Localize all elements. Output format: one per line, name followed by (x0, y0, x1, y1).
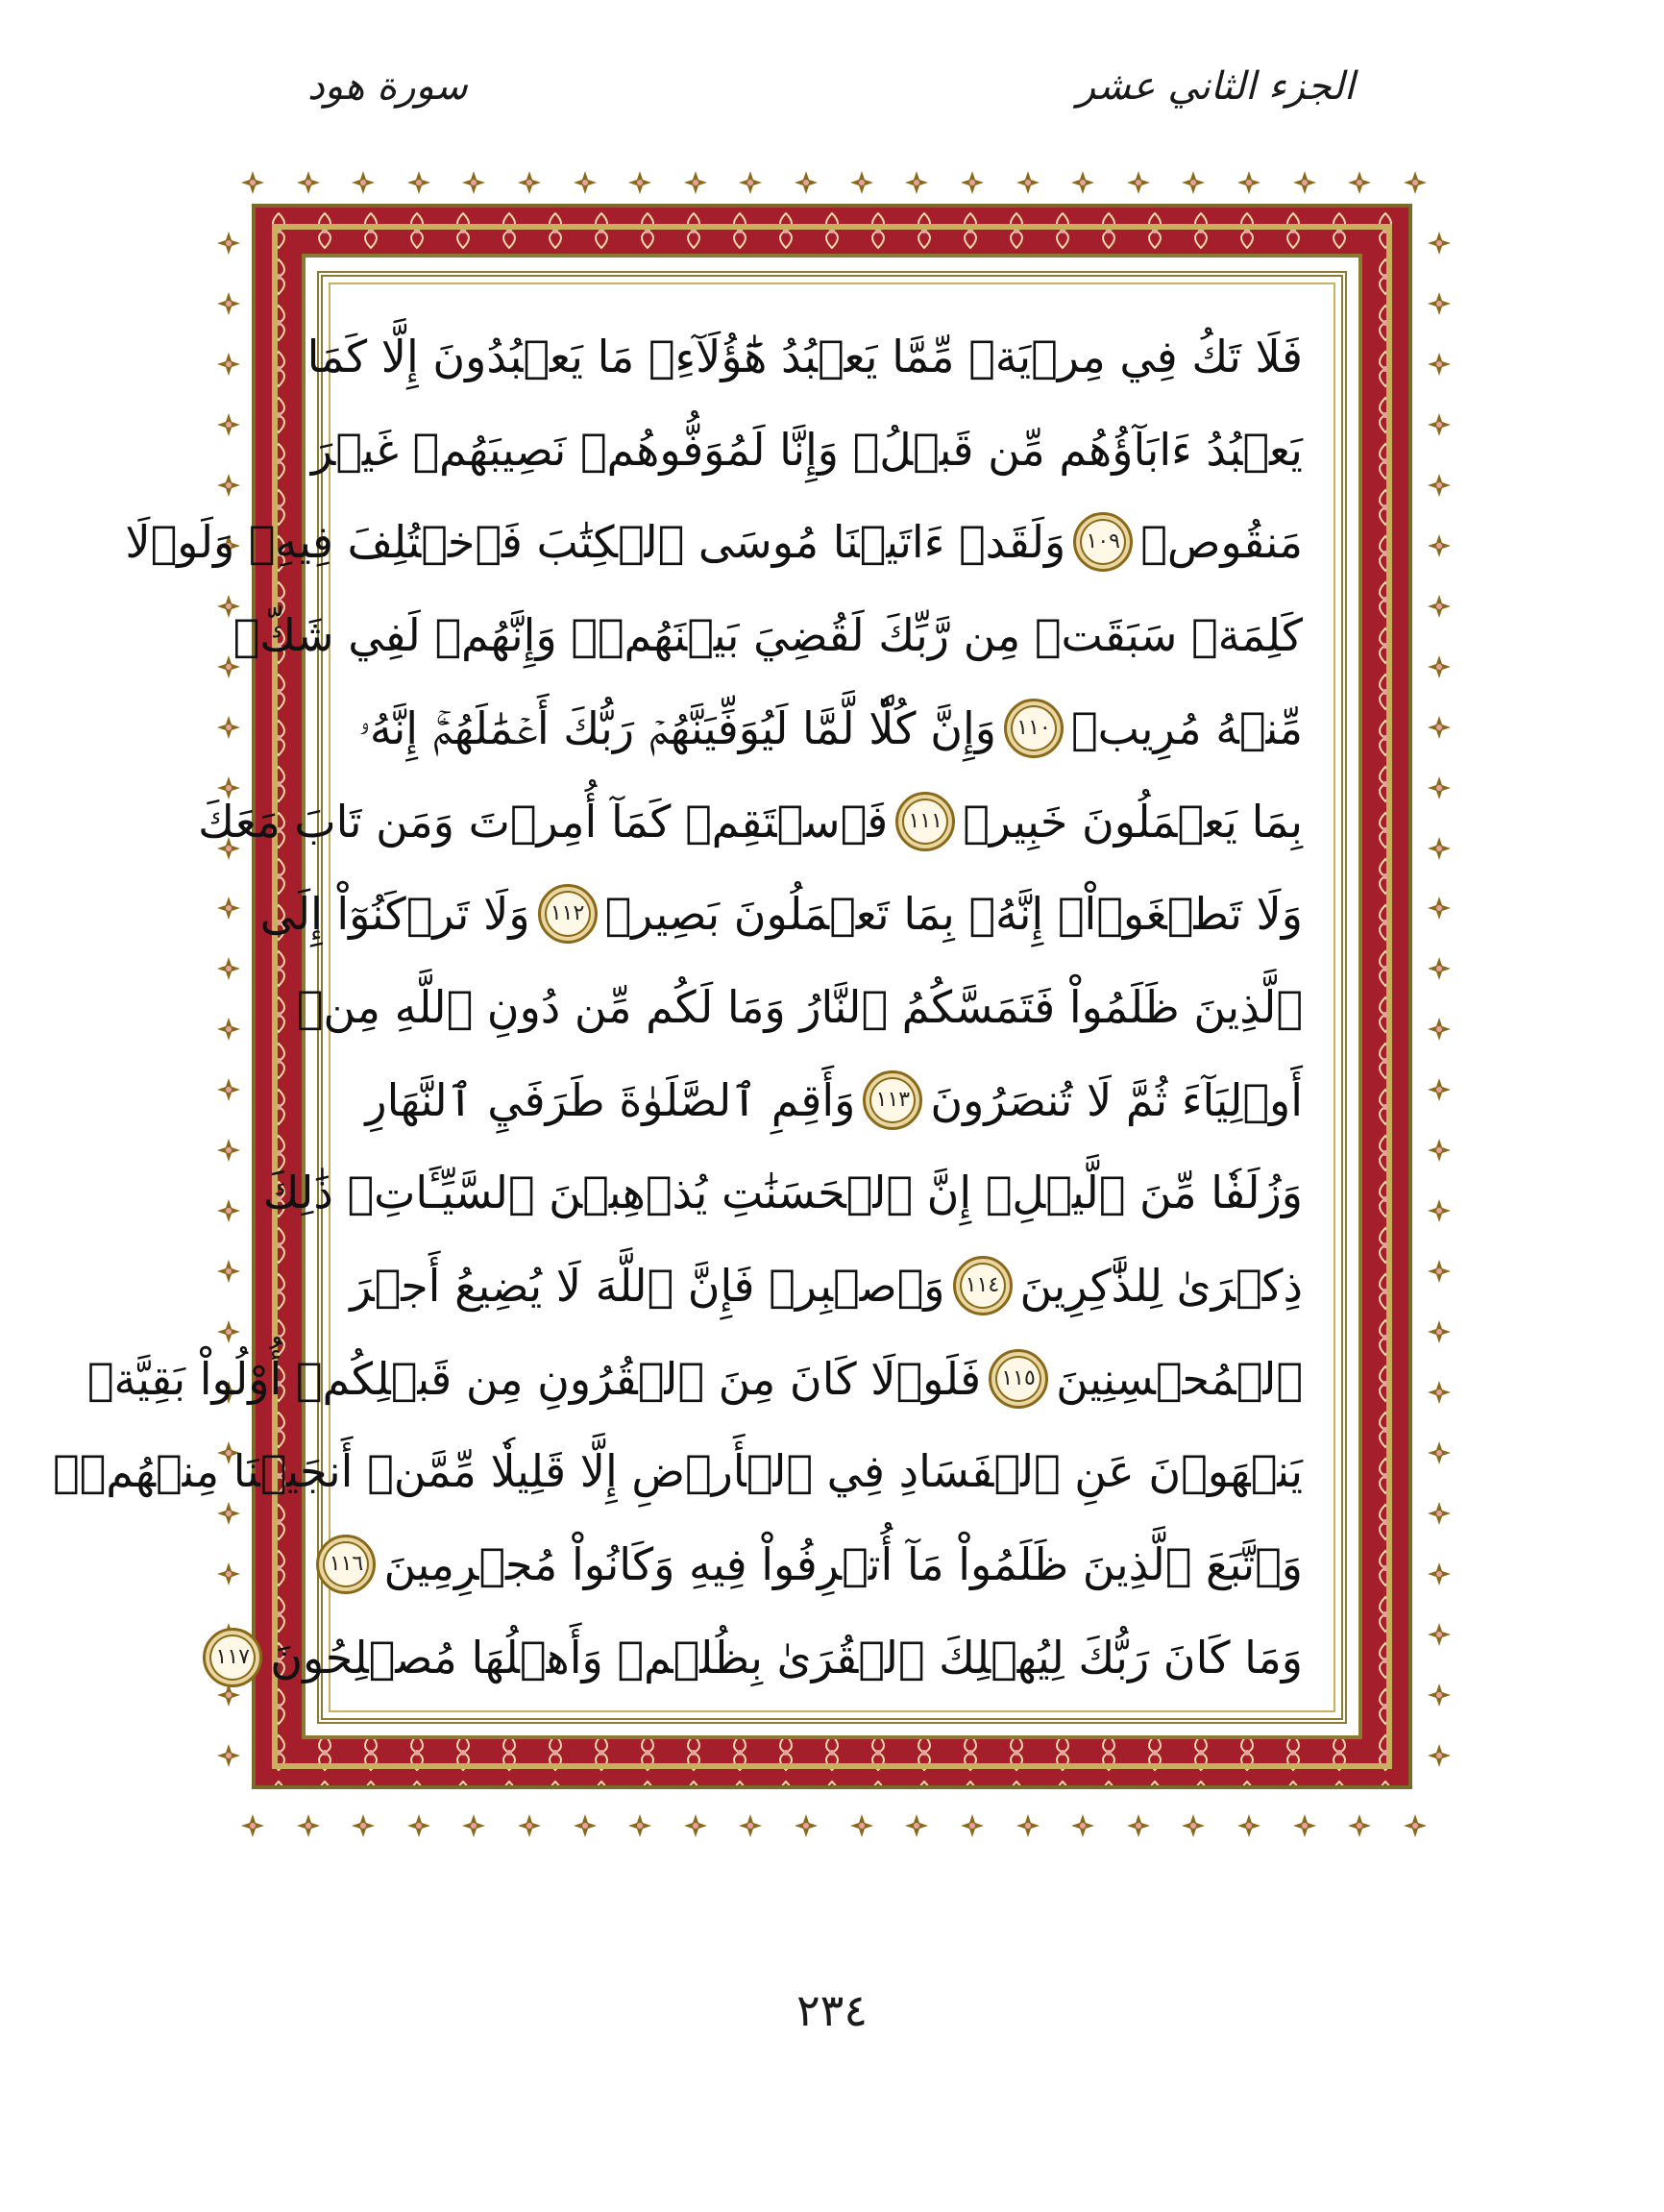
line-text: وَلَا تَطۡغَوۡاْۚ إِنَّهُۥ بِمَا تَعۡمَلُونَ بَصِيرٞ (604, 888, 1303, 941)
ayah-number-marker: ١١٠ (1004, 699, 1064, 758)
floral-ornament-icon (1427, 1319, 1452, 1344)
floral-ornament-icon (849, 170, 874, 195)
line-text: فَٱسۡتَقِمۡ كَمَآ أُمِرۡتَ وَمَن تَابَ مَعَكَ (198, 795, 889, 848)
text-line (365, 1059, 1303, 1142)
floral-ornament-icon (1427, 412, 1452, 437)
text-line (310, 408, 1303, 491)
floral-ornament-icon (1427, 896, 1452, 921)
floral-ornament-icon (1427, 654, 1452, 679)
floral-ornament-icon (1427, 1138, 1452, 1163)
ayah-number-marker: ١١٣ (863, 1070, 922, 1130)
floral-ornament-icon (1427, 473, 1452, 498)
line-text: وَزُلَفٗا مِّنَ ٱلَّيۡلِۚ إِنَّ ٱلۡحَسَنَٰتِ يُذۡهِبۡنَ ٱلسَّيِّـَٔاتِۚ ذَٰلِكَ (262, 1167, 1303, 1219)
text-line (306, 315, 1303, 398)
floral-ornament-icon (1347, 170, 1372, 195)
floral-ornament-icon (351, 1813, 376, 1838)
floral-ornament-icon (683, 170, 708, 195)
text-line (53, 1430, 1303, 1512)
floral-ornament-icon (461, 1813, 486, 1838)
juz-title: الجزء الثاني عشر (1076, 64, 1355, 109)
text-line (86, 1338, 1303, 1420)
floral-ornament-icon (960, 1813, 985, 1838)
text-line (358, 687, 1303, 770)
text-line (232, 594, 1303, 676)
text-line (329, 1523, 1303, 1606)
text-panel (53, 271, 1347, 1724)
floral-ornament-icon (1427, 1501, 1452, 1526)
floral-ornament-icon (1016, 1813, 1040, 1838)
top-ornament-row (240, 163, 1428, 202)
floral-ornament-icon (1126, 170, 1151, 195)
left-ornament-column (209, 231, 248, 1768)
floral-ornament-icon (216, 1743, 241, 1768)
line-text: مِّنۡهُ مُرِيبٖ (1070, 701, 1303, 754)
floral-ornament-icon (1427, 775, 1452, 800)
floral-ornament-icon (1236, 170, 1261, 195)
floral-ornament-icon (216, 956, 241, 981)
floral-ornament-icon (1427, 594, 1452, 619)
bottom-ornament-row (240, 1806, 1428, 1845)
line-text: فَلَا تَكُ فِي مِرۡيَةٖ مِّمَّا يَعۡبُدُ هَٰٓؤُلَآءِۚ مَا يَعۡبُدُونَ إِلَّا كَمَا (306, 331, 1303, 382)
floral-ornament-icon (849, 1813, 874, 1838)
floral-ornament-icon (1427, 1259, 1452, 1284)
floral-ornament-icon (1181, 1813, 1206, 1838)
text-line (125, 501, 1303, 583)
floral-ornament-icon (1347, 1813, 1372, 1838)
floral-ornament-icon (1427, 1077, 1452, 1102)
floral-ornament-icon (794, 1813, 819, 1838)
floral-ornament-icon (1427, 1198, 1452, 1223)
floral-ornament-icon (1427, 956, 1452, 981)
floral-ornament-icon (683, 1813, 708, 1838)
text-line (198, 780, 1303, 863)
floral-ornament-icon (1427, 1561, 1452, 1586)
line-text: وَٱتَّبَعَ ٱلَّذِينَ ظَلَمُواْ مَآ أُتۡرِفُواْ فِيهِ وَكَانُواْ مُجۡرِمِينَ (383, 1538, 1303, 1591)
ayah-number-marker: ١٠٩ (1073, 512, 1133, 572)
floral-ornament-icon (216, 1198, 241, 1223)
text-line (296, 966, 1303, 1048)
page-header (307, 53, 1355, 120)
floral-ornament-icon (351, 170, 376, 195)
floral-ornament-icon (1016, 170, 1040, 195)
line-text: بِمَا يَعۡمَلُونَ خَبِيرٞ (963, 795, 1303, 848)
floral-ornament-icon (216, 1077, 241, 1102)
floral-ornament-icon (1427, 715, 1452, 740)
floral-ornament-icon (1427, 291, 1452, 316)
floral-ornament-icon (216, 291, 241, 316)
floral-ornament-icon (461, 170, 486, 195)
floral-ornament-icon (216, 473, 241, 498)
floral-ornament-icon (738, 1813, 763, 1838)
line-text: وَأَقِمِ ٱلصَّلَوٰةَ طَرَفَيِ ٱلنَّهَارِ (365, 1073, 856, 1126)
floral-ornament-icon (216, 231, 241, 256)
floral-ornament-icon (216, 1259, 241, 1284)
floral-ornament-icon (738, 170, 763, 195)
line-text: يَنۡهَوۡنَ عَنِ ٱلۡفَسَادِ فِي ٱلۡأَرۡضِ إِلَّا قَلِيلٗا مِّمَّنۡ أَنجَيۡنَا مِنۡهُمۡۗ (53, 1445, 1303, 1498)
floral-ornament-icon (1427, 1622, 1452, 1647)
ayah-number-marker: ١١١ (895, 792, 955, 851)
floral-ornament-icon (1427, 1017, 1452, 1042)
line-text: يَعۡبُدُ ءَابَآؤُهُم مِّن قَبۡلُۚ وَإِنَّا لَمُوَفُّوهُمۡ نَصِيبَهُمۡ غَيۡرَ (310, 423, 1303, 476)
line-text: كَلِمَةٞ سَبَقَتۡ مِن رَّبِّكَ لَقُضِيَ بَيۡنَهُمۡۚ وَإِنَّهُمۡ لَفِي شَكّٖ (232, 609, 1303, 662)
floral-ornament-icon (627, 1813, 652, 1838)
floral-ornament-icon (1427, 1380, 1452, 1405)
line-text: أَوۡلِيَآءَ ثُمَّ لَا تُنصَرُونَ (930, 1073, 1303, 1126)
floral-ornament-icon (1292, 170, 1317, 195)
line-text: مَنقُوصٖ (1140, 516, 1303, 569)
floral-ornament-icon (216, 412, 241, 437)
quran-text-lines (53, 315, 1303, 1699)
floral-ornament-icon (240, 170, 265, 195)
floral-ornament-icon (216, 1017, 241, 1042)
floral-ornament-icon (296, 1813, 321, 1838)
floral-ornament-icon (1070, 1813, 1095, 1838)
floral-ornament-icon (904, 1813, 929, 1838)
line-text: ذِكۡرَىٰ لِلذَّٰكِرِينَ (1019, 1260, 1303, 1313)
right-ornament-column (1420, 231, 1458, 1768)
line-text: فَلَوۡلَا كَانَ مِنَ ٱلۡقُرُونِ مِن قَبۡلِكُمۡ أُوْلُواْ بَقِيَّةٖ (86, 1352, 982, 1405)
ayah-number-marker: ١١٧ (203, 1628, 262, 1687)
floral-ornament-icon (406, 170, 431, 195)
floral-ornament-icon (573, 1813, 598, 1838)
floral-ornament-icon (1427, 1683, 1452, 1708)
floral-ornament-icon (1427, 836, 1452, 861)
ayah-number-marker: ١١٥ (989, 1349, 1048, 1409)
line-text: وَٱصۡبِرۡ فَإِنَّ ٱللَّهَ لَا يُضِيعُ أَجۡرَ (350, 1260, 945, 1313)
floral-ornament-icon (1070, 170, 1095, 195)
text-line (350, 1244, 1303, 1327)
floral-ornament-icon (1292, 1813, 1317, 1838)
line-text: وَلَا تَرۡكَنُوٓاْ إِلَى (259, 888, 530, 941)
floral-ornament-icon (517, 1813, 542, 1838)
text-line (215, 1616, 1303, 1699)
ayah-number-marker: ١١٦ (316, 1535, 376, 1594)
floral-ornament-icon (216, 715, 241, 740)
floral-ornament-icon (1427, 352, 1452, 377)
ayah-number-marker: ١١٢ (538, 884, 598, 944)
floral-ornament-icon (1427, 231, 1452, 256)
floral-ornament-icon (216, 896, 241, 921)
floral-ornament-icon (216, 1561, 241, 1586)
floral-ornament-icon (573, 170, 598, 195)
floral-ornament-icon (1427, 1440, 1452, 1465)
floral-ornament-icon (1126, 1813, 1151, 1838)
floral-ornament-icon (960, 170, 985, 195)
floral-ornament-icon (904, 170, 929, 195)
line-text: ٱلَّذِينَ ظَلَمُواْ فَتَمَسَّكُمُ ٱلنَّارُ وَمَا لَكُم مِّن دُونِ ٱللَّهِ مِنۡ (296, 980, 1303, 1033)
floral-ornament-icon (240, 1813, 265, 1838)
text-line (259, 873, 1303, 955)
floral-ornament-icon (627, 170, 652, 195)
floral-ornament-icon (1427, 1743, 1452, 1768)
text-line (262, 1151, 1303, 1234)
floral-ornament-icon (1181, 170, 1206, 195)
floral-ornament-icon (216, 1138, 241, 1163)
floral-ornament-icon (794, 170, 819, 195)
floral-ornament-icon (1427, 533, 1452, 558)
line-text: وَمَا كَانَ رَبُّكَ لِيُهۡلِكَ ٱلۡقُرَىٰ بِظُلۡمٖ وَأَهۡلُهَا مُصۡلِحُونَ (270, 1631, 1303, 1684)
line-text: وَإِنَّ كُلّٗا لَّمَّا لَيُوَفِّيَنَّهُمۡ رَبُّكَ أَعۡمَٰلَهُمۡۚ إِنَّهُۥ (358, 701, 996, 754)
line-text: ٱلۡمُحۡسِنِينَ (1056, 1352, 1303, 1405)
surah-title: سورة هود (307, 64, 468, 109)
floral-ornament-icon (1403, 170, 1428, 195)
floral-ornament-icon (406, 1813, 431, 1838)
floral-ornament-icon (296, 170, 321, 195)
ayah-number-marker: ١١٤ (953, 1256, 1013, 1315)
floral-ornament-icon (216, 352, 241, 377)
floral-ornament-icon (1403, 1813, 1428, 1838)
page-number: ٢٣٤ (795, 1984, 869, 2036)
floral-ornament-icon (1236, 1813, 1261, 1838)
line-text: وَلَقَدۡ ءَاتَيۡنَا مُوسَى ٱلۡكِتَٰبَ فَٱخۡتُلِفَ فِيهِۚ وَلَوۡلَا (125, 516, 1066, 569)
floral-ornament-icon (517, 170, 542, 195)
